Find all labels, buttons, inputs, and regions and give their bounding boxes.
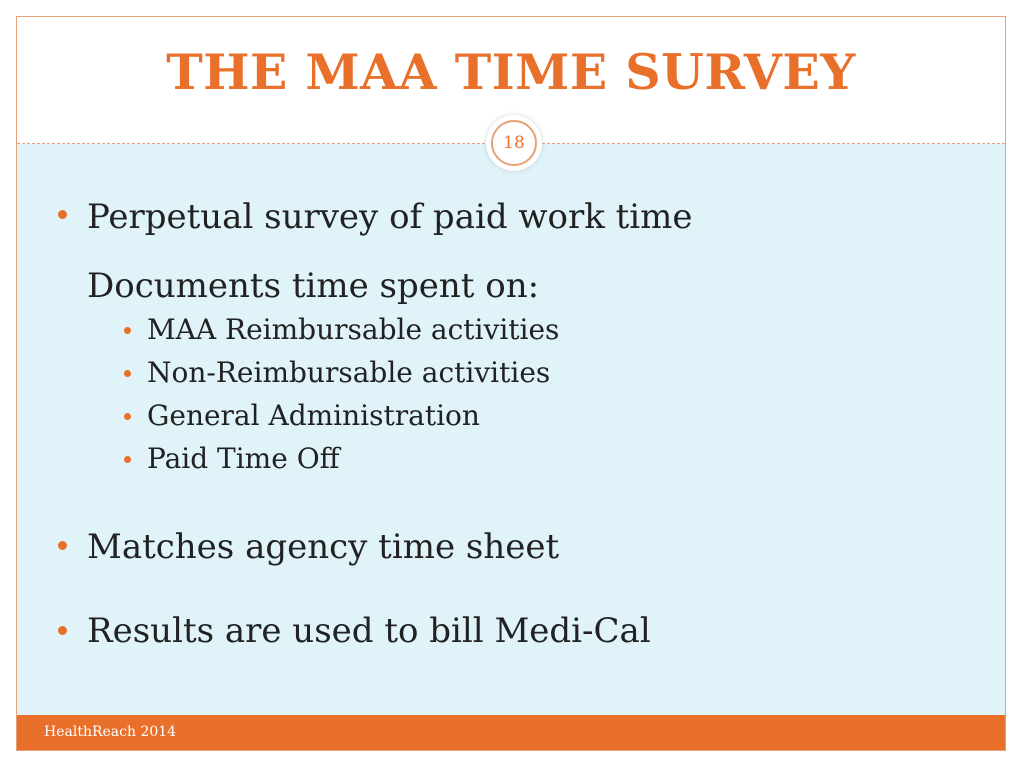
bullet-maa-reimbursable: MAA Reimbursable activities — [147, 313, 560, 346]
bullet-dot — [124, 456, 131, 463]
bullet-general-administration: General Administration — [147, 399, 480, 432]
bullet-matches-timesheet: Matches agency time sheet — [87, 527, 560, 567]
bullet-dot — [58, 626, 67, 635]
footer-text: HealthReach 2014 — [44, 724, 177, 740]
page-number-badge — [486, 115, 542, 171]
bullet-dot — [58, 541, 67, 550]
slide-frame — [16, 16, 1006, 751]
bullet-perpetual-survey: Perpetual survey of paid work time — [87, 197, 693, 237]
bullet-dot — [124, 413, 131, 420]
footer-bar — [17, 715, 1005, 750]
content-area — [17, 144, 1005, 716]
bullet-dot — [124, 370, 131, 377]
bullet-paid-time-off: Paid Time Off — [147, 442, 340, 475]
bullet-dot — [58, 210, 67, 219]
bullet-dot — [124, 327, 131, 334]
page-number: 18 — [491, 120, 537, 166]
bullet-non-reimbursable: Non-Reimbursable activities — [147, 356, 551, 389]
slide-title: THE MAA TIME SURVEY — [166, 43, 856, 101]
bullet-documents-time: Documents time spent on: — [87, 266, 540, 306]
bullet-bill-medi-cal: Results are used to bill Medi-Cal — [87, 611, 651, 651]
